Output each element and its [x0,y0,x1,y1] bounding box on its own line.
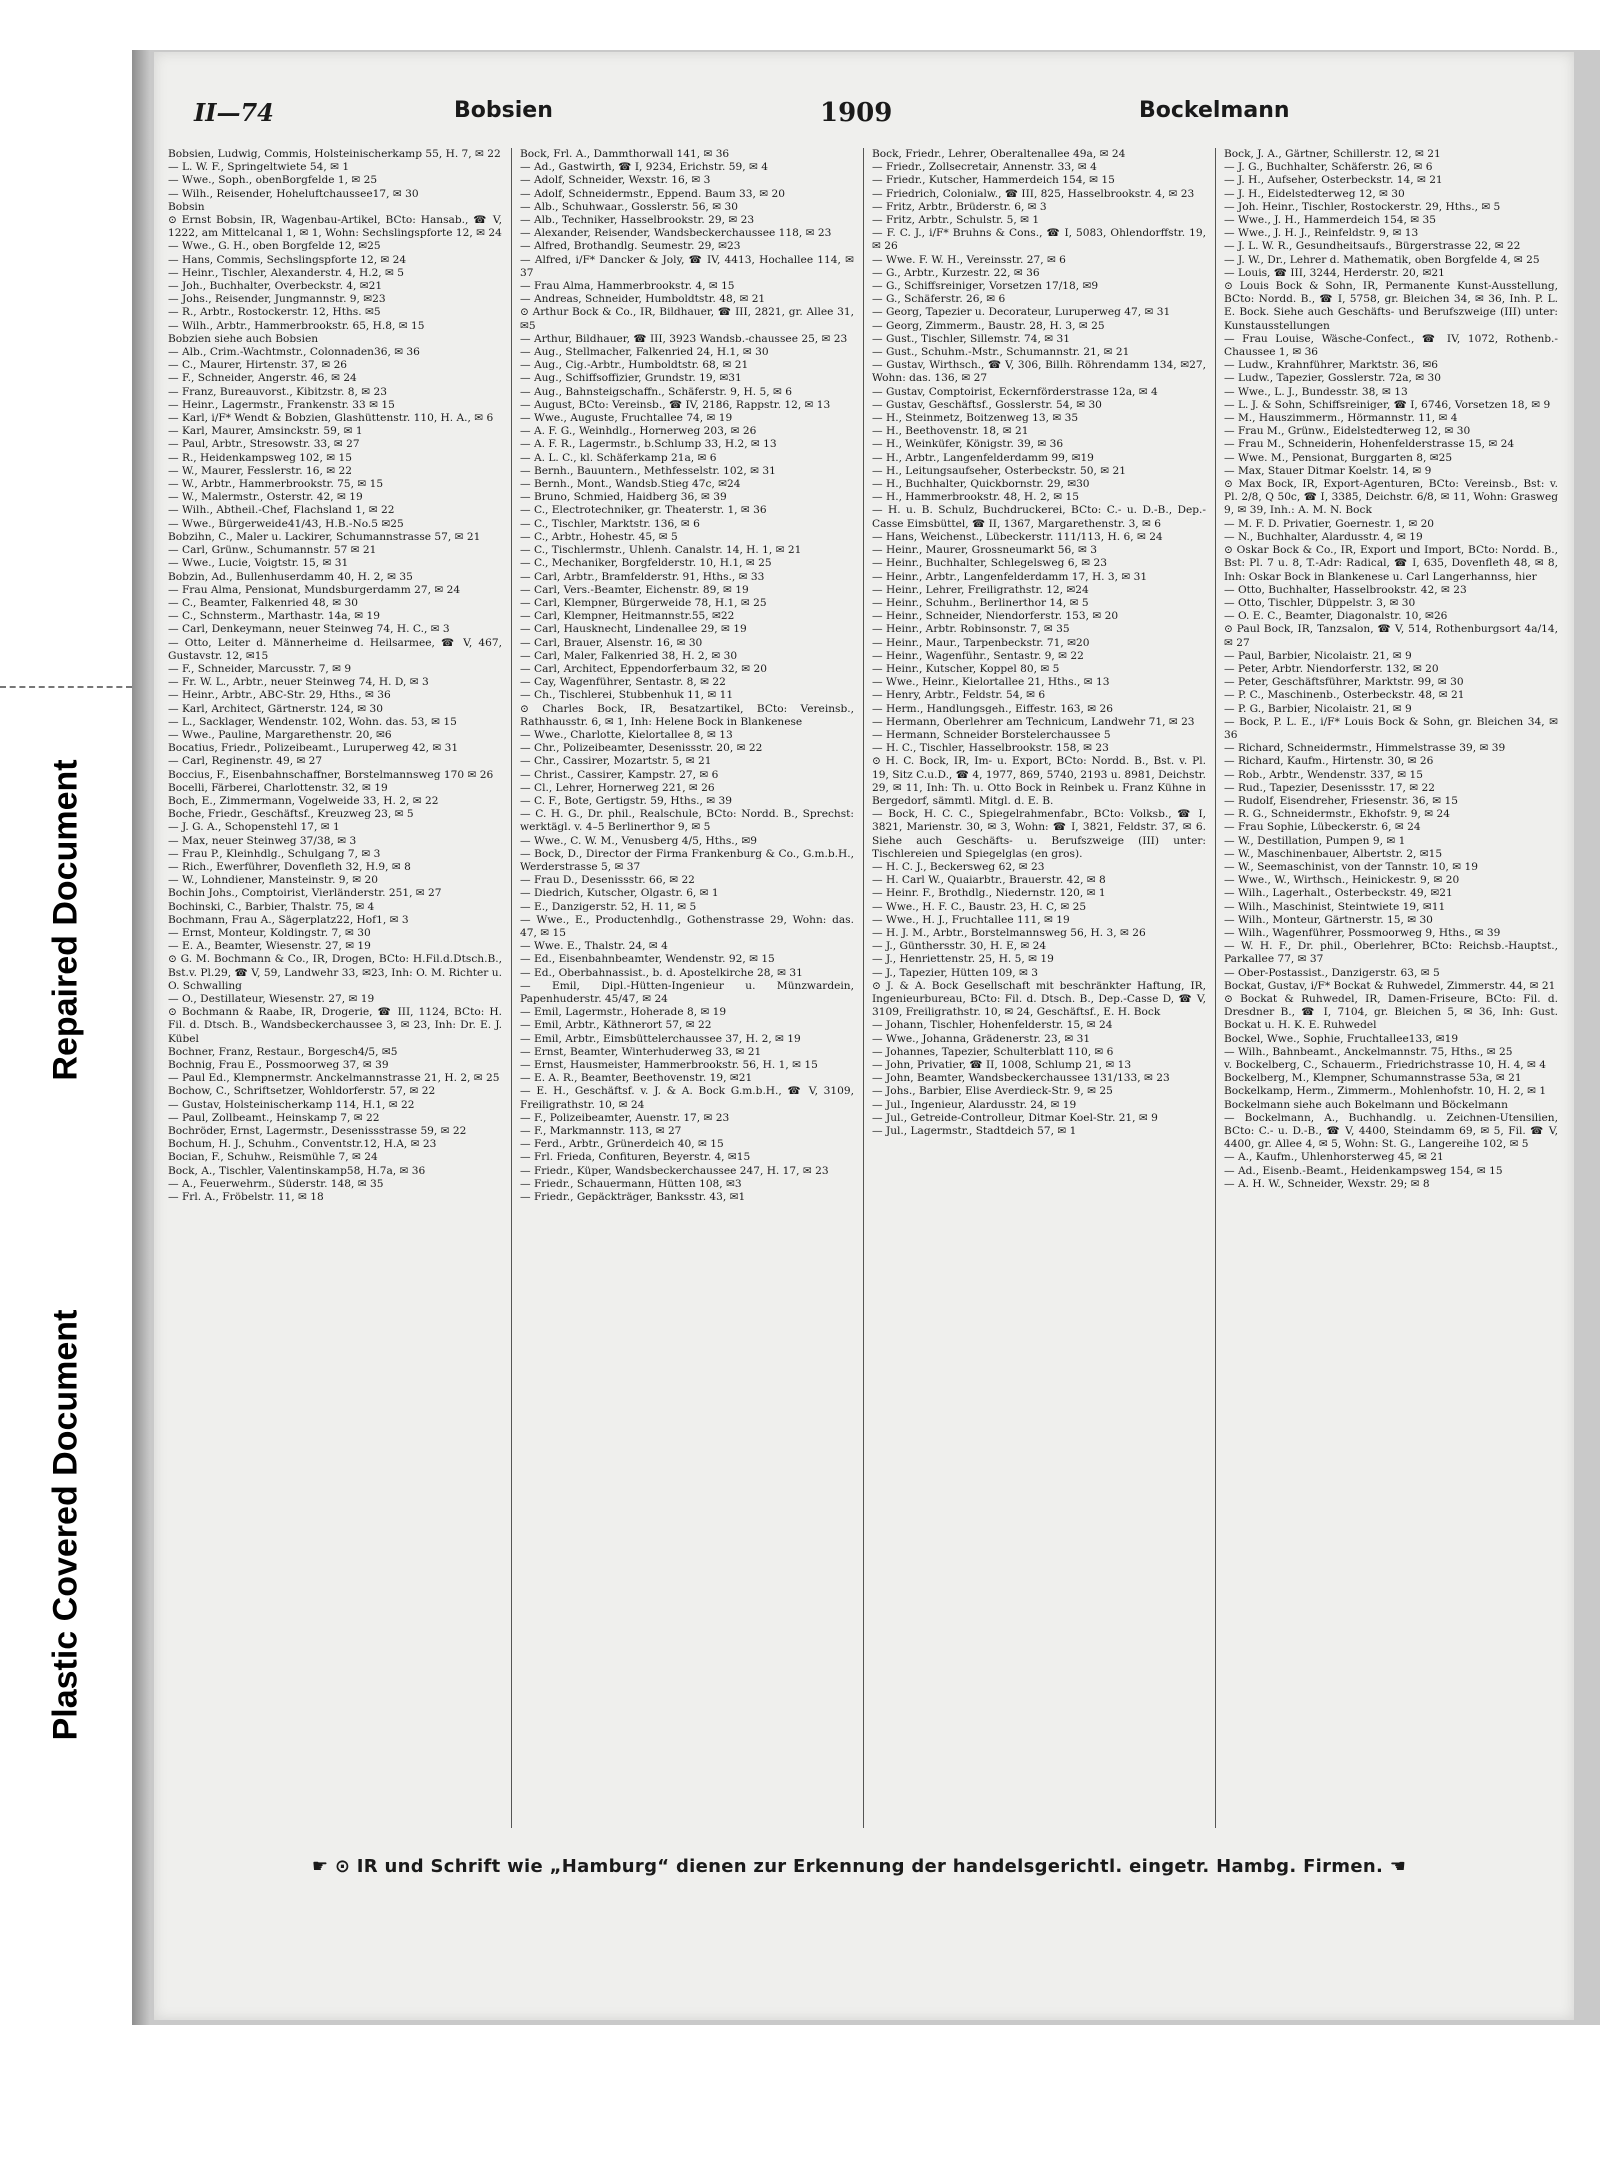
directory-entry: Boche, Friedr., Geschäftsf., Kreuzweg 23, ✉ 5 [168,808,414,821]
directory-entry: — W., Lohndiener, Mansteinstr. 9, ✉ 20 [168,874,379,887]
directory-entry: — Johs., Reisender, Jungmannstr. 9, ✉23 [168,293,386,306]
directory-entry: ⊙ Charles Bock, IR, Besatzartikel, BCto: Vereinsb., Rathhausstr. 6, ✉ 1, Inh: Helene Bock in Blankenese [520,702,854,728]
directory-entry: — Ad., Gastwirth, ☎ I, 9234, Erichstr. 59, ✉ 4 [520,161,768,174]
directory-entry: — C., Mechaniker, Borgfelderstr. 10, H.1, ✉ 25 [520,557,772,570]
directory-entry: — Frl. Frieda, Confituren, Beyerstr. 4, ✉15 [520,1151,751,1164]
directory-entry: — Heinr., Lagermstr., Frankenstr. 33 ✉ 15 [168,398,395,411]
repaired-document-label: Repaired Document [46,759,85,1081]
directory-entry: Bochow, C., Schriftsetzer, Wohldorferstr. 57, ✉ 22 [168,1085,436,1098]
directory-entry: — Alfred, i/F* Dancker & Joly, ☎ IV, 4413, Hochallee 114, ✉ 37 [520,253,854,279]
directory-entry: — C., Tischlermstr., Uhlenh. Canalstr. 14, H. 1, ✉ 21 [520,544,802,557]
directory-entry: Bochröder, Ernst, Lagermstr., Desenissstrasse 59, ✉ 22 [168,1125,467,1138]
directory-entry: — Wwe., Auguste, Fruchtallee 74, ✉ 19 [520,412,733,425]
directory-entry: — W., Arbtr., Hammerbrookstr. 75, ✉ 15 [168,478,384,491]
directory-entry: ⊙ Oskar Bock & Co., IR, Export und Import, BCto: Nordd. B., Bst: Pl. 7 u. 8, T.-Adr: Radical, ☎ I, 635, Dovenfleth 48, ✉ 8, Inh: Oskar Bock in Blankenese u. Carl Langerhannss, hier [1224,544,1558,583]
directory-entry: — Carl, Hausknecht, Lindenallee 29, ✉ 19 [520,623,747,636]
directory-entry: — C., Tischler, Marktstr. 136, ✉ 6 [520,517,700,530]
directory-entry: — Franz, Bureauvorst., Kibitzstr. 8, ✉ 23 [168,385,387,398]
directory-entry: — Aug., Cig.-Arbtr., Humboldtstr. 68, ✉ 21 [520,359,749,372]
directory-entry: — Jul., Ingenieur, Alardusstr. 24, ✉ 19 [872,1098,1077,1111]
directory-entry: — J., Henriettenstr. 25, H. 5, ✉ 19 [872,953,1054,966]
directory-entry: — Friedrich, Colonialw., ☎ III, 825, Hasselbrookstr. 4, ✉ 23 [872,187,1195,200]
directory-entry: — Frau M., Grünw., Eidelstedterweg 12, ✉ 30 [1224,425,1471,438]
directory-entry: — H., Weinküfer, Königstr. 39, ✉ 36 [872,438,1064,451]
directory-entry: — P. C., Maschinenb., Osterbeckstr. 48, ✉ 21 [1224,689,1465,702]
directory-entry: — N., Buchhalter, Alardusstr. 4, ✉ 19 [1224,530,1423,543]
directory-entry: ⊙ Bockat & Ruhwedel, IR, Damen-Friseure, BCto: Fil. d. Dresdner B., ☎ I, 7104, gr. Bleichen 5, ✉ 36, Inh: Gust. Bockat u. H. K. E. Ruhwedel [1224,993,1558,1032]
directory-entry: — Ernst, Hausmeister, Hammerbrookstr. 56, H. 1, ✉ 15 [520,1059,818,1072]
directory-entry: — Wwe. M., Pensionat, Burggarten 8, ✉25 [1224,451,1453,464]
directory-entry: — Wilh., Maschinist, Steintwiete 19, ✉11 [1224,900,1446,913]
directory-entry: — Ludw., Krahnführer, Marktstr. 36, ✉6 [1224,359,1439,372]
directory-entry: — Richard, Schneidermstr., Himmelstrasse 39, ✉ 39 [1224,742,1506,755]
directory-entry: ⊙ J. & A. Bock Gesellschaft mit beschränkter Haftung, IR, Ingenieurbureau, BCto: Fil. d. Dtsch. B., Dep.-Casse D, ☎ V, 3109, Freiligrathstr. 10, ✉ 24, Geschäftsf., E. H. Bock [872,979,1206,1019]
directory-entry: — W., Destillation, Pumpen 9, ✉ 1 [1224,834,1406,847]
directory-entry: — Hans, Commis, Sechslingspforte 12, ✉ 24 [168,253,407,266]
directory-entry: — H., Beethovenstr. 18, ✉ 21 [872,425,1029,438]
directory-entry: Bock, J. A., Gärtner, Schillerstr. 12, ✉ 21 [1224,148,1441,160]
directory-entry: — Emil, Arbtr., Käthnerort 57, ✉ 22 [520,1019,712,1032]
directory-entry: Bobsin [168,200,205,213]
directory-entry: — M. F. D. Privatier, Goernestr. 1, ✉ 20 [1224,517,1435,530]
directory-entry: — Alexander, Reisender, Wandsbeckerchaussee 118, ✉ 23 [520,227,832,240]
directory-entry: — Wwe. E., Thalstr. 24, ✉ 4 [520,940,668,953]
directory-entry: — Paul Ed., Klempnermstr. Anckelmannstrasse 21, H. 2, ✉ 25 [168,1072,500,1085]
directory-entry: Bocelli, Färberei, Charlottenstr. 32, ✉ 19 [168,781,388,794]
directory-entry: — Frau Alma, Hammerbrookstr. 4, ✉ 15 [520,280,735,293]
directory-entry: — Frau P., Kleinhdlg., Schulgang 7, ✉ 3 [168,847,381,860]
directory-entry: ⊙ G. M. Bochmann & Co., IR, Drogen, BCto: H.Fil.d.Dtsch.B., Bst.v. Pl.29, ☎ V, 59, Landwehr 33, ✉23, Inh: O. M. Richter u. O. Schwalling [168,953,502,992]
directory-entry: — Wwe., Johanna, Grädenerstr. 23, ✉ 31 [872,1032,1091,1045]
directory-entry: — Emil, Lagermstr., Hoherade 8, ✉ 19 [520,1006,727,1019]
directory-entry: ⊙ Arthur Bock & Co., IR, Bildhauer, ☎ III, 2821, gr. Allee 31, ✉5 [520,306,854,332]
directory-entry: — W., Malermstr., Osterstr. 42, ✉ 19 [168,491,363,504]
directory-entry: Bock, A., Tischler, Valentinskamp58, H.7a, ✉ 36 [168,1164,426,1177]
directory-entry: — H., Buchhalter, Quickbornstr. 29, ✉30 [872,478,1090,491]
directory-entry: ⊙ H. C. Bock, IR, Im- u. Export, BCto: Nordd. B., Bst. v. Pl. 19, Sitz C.u.D., ☎ 4, 1977, 869, 5740, 2193 u. 8981, Deichstr. 29, ✉ 11, Inh: Th. u. Otto Bock in Reinbek u. Franz Kühne in Bergedorf, sämmtl. Mitgl. d. E. B. [872,755,1206,807]
directory-entry: — L., Sacklager, Wendenstr. 102, Wohn. das. 53, ✉ 15 [168,715,457,728]
binding-shadow [132,50,150,2025]
directory-entry: — L. W. F., Springeltwiete 54, ✉ 1 [168,161,350,174]
directory-entry: — Carl, Klempner, Heitmannstr.55, ✉22 [520,610,735,623]
directory-entry: — Wwe., Charlotte, Kielortallee 8, ✉ 13 [520,728,733,741]
directory-entry: — Carl, Grünw., Schumannstr. 57 ✉ 21 [168,544,377,557]
directory-entry: — F., Schneider, Angerstr. 46, ✉ 24 [168,372,357,385]
directory-entry: — Alb., Schuhwaar., Gosslerstr. 56, ✉ 30 [520,200,738,213]
directory-entry: — Fritz, Arbtr., Brüderstr. 6, ✉ 3 [872,200,1047,213]
directory-entry: Bobsien, Ludwig, Commis, Holsteinischerkamp 55, H. 7, ✉ 22 [168,148,501,160]
directory-entry: — H. J. M., Arbtr., Borstelmannsweg 56, H. 3, ✉ 26 [872,926,1146,939]
directory-entry: — Emil, Arbtr., Eimsbüttelerchaussee 37, H. 2, ✉ 19 [520,1032,801,1045]
directory-entry: — Wilh., Bahnbeamt., Anckelmannstr. 75, Hths., ✉ 25 [1224,1045,1513,1058]
directory-entry: Bock, Friedr., Lehrer, Oberaltenallee 49a, ✉ 24 [872,148,1126,160]
directory-entry: — Heinr., Arbtr. Robinsonstr. 7, ✉ 35 [872,623,1070,636]
directory-entry: — Joh. Heinr., Tischler, Rostockerstr. 29, Hths., ✉ 5 [1224,200,1501,213]
directory-entry: — Karl, Maurer, Amsinckstr. 59, ✉ 1 [168,425,363,438]
directory-entry: — G., Arbtr., Kurzestr. 22, ✉ 36 [872,266,1040,279]
directory-entry: — H. C., Tischler, Hasselbrookstr. 158, ✉ 23 [872,742,1109,755]
directory-entry: — C., Beamter, Falkenried 48, ✉ 30 [168,596,359,609]
directory-entry: — Alfred, Brothandlg. Seumestr. 29, ✉23 [520,240,741,253]
directory-entry: Bocian, F., Schuhw., Reismühle 7, ✉ 24 [168,1151,378,1164]
directory-entry: — Heinr., Lehrer, Freiligrathstr. 12, ✉24 [872,583,1089,596]
directory-entry: — Alb., Crim.-Wachtmstr., Colonnaden36, ✉ 36 [168,346,420,359]
directory-entry: — Adolf, Schneider, Wexstr. 16, ✉ 3 [520,174,711,187]
directory-entry: ⊙ Ernst Bobsin, IR, Wagenbau-Artikel, BCto: Hansab., ☎ V, 1222, am Mittelcanal 1, ✉ 1, Wohn: Sechslingspforte 12, ✉ 24 [168,214,502,240]
directory-entry: — Wwe., Pauline, Margarethenstr. 20, ✉6 [168,728,392,741]
directory-entry: Bockelberg, M., Klempner, Schumannstrasse 53a, ✉ 21 [1224,1072,1522,1085]
directory-entry: — Wwe., G. H., oben Borgfelde 12, ✉25 [168,240,381,253]
directory-entry: — Aug., Schiffsoffizier, Grundstr. 19, ✉31 [520,372,742,385]
directory-entry: — Carl, Architect, Eppendorferbaum 32, ✉ 20 [520,662,768,675]
directory-entry: Bockat, Gustav, i/F* Bockat & Ruhwedel, Zimmerstr. 44, ✉ 21 [1224,979,1556,992]
directory-entry: — C., Maurer, Hirtenstr. 37, ✉ 26 [168,359,348,372]
directory-entry: Bockelkamp, Herm., Zimmerm., Mohlenhofstr. 10, H. 2, ✉ 1 [1224,1085,1547,1098]
directory-entry: — Hermann, Oberlehrer am Technicum, Landwehr 71, ✉ 23 [872,715,1195,728]
directory-entry: — Friedr., Schauermann, Hütten 108, ✉3 [520,1177,742,1190]
directory-entry: — O. E. C., Beamter, Diagonalstr. 10, ✉26 [1224,610,1448,623]
directory-entry: — E. A. R., Beamter, Beethovenstr. 19, ✉21 [520,1072,753,1085]
scanned-page [132,50,1600,2025]
header-year: 1909 [820,98,893,128]
directory-entry: ⊙ Max Bock, IR, Export-Agenturen, BCto: Vereinsb., Bst: v. Pl. 2/8, Q 50c, ☎ I, 3385, Deichstr. 6/8, ✉ 11, Wohn: Grasweg 9, ✉ 39, Inh.: A. M. N. Bock [1224,478,1558,517]
directory-entry: — G., Schiffsreiniger, Vorsetzen 17/18, ✉9 [872,280,1099,293]
directory-entry: — Karl, Architect, Gärtnerstr. 124, ✉ 30 [168,702,383,715]
directory-entry: — J., Günthersstr. 30, H. E, ✉ 24 [872,940,1047,953]
directory-entry: — Alb., Techniker, Hasselbrookstr. 29, ✉ 23 [520,214,755,227]
directory-entry: — Ernst, Beamter, Winterhuderweg 33, ✉ 21 [520,1045,762,1058]
directory-entry: Bobzin, Ad., Bullenhuserdamm 40, H. 2, ✉ 35 [168,570,413,583]
directory-entry: Bocatius, Friedr., Polizeibeamt., Luruperweg 42, ✉ 31 [168,742,459,755]
directory-entry: — E. H., Geschäftsf. v. J. & A. Bock G.m.b.H., ☎ V, 3109, Freiligrathstr. 10, ✉ 24 [520,1085,854,1111]
directory-entry: — H., Arbtr., Langenfelderdamm 99, ✉19 [872,451,1094,464]
directory-entry: — Bock, D., Director der Firma Frankenburg & Co., G.m.b.H., Werderstrasse 5, ✉ 37 [520,847,854,873]
footer-note: und Schrift wie „Hamburg“ dienen zur Erkennung der handelsgerichtl. eingetr. Hambg. Firmen. [384,1856,1384,1877]
directory-entry: — Jul., Lagermstr., Stadtdeich 57, ✉ 1 [872,1125,1077,1138]
directory-entry: — F. C. J., i/F* Bruhns & Cons., ☎ I, 5083, Ohlendorffstr. 19, ✉ 26 [872,227,1206,253]
directory-entry: — Friedr., Kutscher, Hammerdeich 154, ✉ 15 [872,174,1115,187]
directory-entry: — O., Destillateur, Wiesenstr. 27, ✉ 19 [168,993,375,1005]
directory-entry: — Gustav, Comptoirist, Eckernförderstrasse 12a, ✉ 4 [872,385,1158,398]
directory-entry: — Chr., Polizeibeamter, Desenissstr. 20, ✉ 22 [520,742,763,755]
directory-entry: — Wilh., Arbtr., Hammerbrookstr. 65, H.8, ✉ 15 [168,319,425,332]
directory-entry: — J. G., Buchhalter, Schäferstr. 26, ✉ 6 [1224,161,1433,174]
page-number: II—74 [194,98,274,127]
directory-entry: — Frau M., Schneiderin, Hohenfelderstrasse 15, ✉ 24 [1224,438,1515,451]
directory-entry: — Heinr., Schneider, Niendorferstr. 153, ✉ 20 [872,610,1119,623]
directory-entry: — Frau D., Desenissstr. 66, ✉ 22 [520,874,695,887]
directory-entry: — Joh., Buchhalter, Overbeckstr. 4, ✉21 [168,280,383,293]
directory-entry: — Georg, Tapezier u. Decorateur, Luruperweg 47, ✉ 31 [872,306,1171,319]
directory-entry: — H., Steinmetz, Boitzenweg 13, ✉ 35 [872,412,1079,425]
directory-entry: — Carl, Reginenstr. 49, ✉ 27 [168,755,323,768]
directory-entry: — C., Arbtr., Hohestr. 45, ✉ 5 [520,530,678,543]
directory-entry: — Peter, Arbtr. Niendorferstr. 132, ✉ 20 [1224,662,1439,675]
directory-entry: — L. J. & Sohn, Schiffsreiniger, ☎ I, 6746, Vorsetzen 18, ✉ 9 [1224,398,1551,411]
directory-entry: — Heinr. F., Brothdlg., Niedernstr. 120, ✉ 1 [872,887,1106,900]
directory-entry: — Richard, Kaufm., Hirtenstr. 30, ✉ 26 [1224,755,1434,768]
directory-entry: — J., Tapezier, Hütten 109, ✉ 3 [872,966,1038,979]
directory-entry: — Bock, P. L. E., i/F* Louis Bock & Sohn, gr. Bleichen 34, ✉ 36 [1224,715,1558,741]
directory-entry: — Bernh., Bauuntern., Methfesselstr. 102, ✉ 31 [520,464,776,477]
directory-entry: Boch, E., Zimmermann, Vogelweide 33, H. 2, ✉ 22 [168,794,439,807]
directory-entry: — Heinr., Buchhalter, Schlegelsweg 6, ✉ 23 [872,557,1107,570]
directory-entry: — Frau Alma, Pensionat, Mundsburgerdamm 27, ✉ 24 [168,583,461,596]
directory-entry: — John, Privatier, ☎ II, 1008, Schlump 21, ✉ 13 [872,1059,1132,1072]
directory-entry: — C., Electrotechniker, gr. Theaterstr. 1, ✉ 36 [520,504,767,517]
directory-entry: — Paul, Zollbeamt., Heinskamp 7, ✉ 22 [168,1111,380,1124]
directory-entry: — W. H. F., Dr. phil., Oberlehrer, BCto: Reichsb.-Hauptst., Parkallee 77, ✉ 37 [1224,940,1558,966]
directory-entry: Bochin Johs., Comptoirist, Vierländerstr. 251, ✉ 27 [168,887,442,900]
directory-entry: — Gust., Tischler, Sillemstr. 74, ✉ 31 [872,332,1070,345]
directory-entry: — Wwe., L. J., Bundesstr. 38, ✉ 13 [1224,385,1408,398]
directory-entry: — W., Seemaschinist, von der Tannstr. 10, ✉ 19 [1224,860,1478,873]
side-strip [0,0,132,2177]
directory-entry: — Heinr., Wagenführ., Sentastr. 9, ✉ 22 [872,649,1084,662]
directory-entry: — J. H., Aufseher, Osterbeckstr. 14, ✉ 21 [1224,174,1443,187]
directory-entry: — J. H., Eidelstedterweg 12, ✉ 30 [1224,187,1405,200]
directory-entry: — C. F., Bote, Gertigstr. 59, Hths., ✉ 39 [520,794,732,807]
directory-entry: — R., Heidenkampsweg 102, ✉ 15 [168,451,352,464]
directory-entry: — Gustav, Geschäftsf., Gosslerstr. 54, ✉ 30 [872,398,1102,411]
directory-entry: — Wwe., H. F. C., Baustr. 23, H. C, ✉ 25 [872,900,1087,913]
directory-entry: — Ferd., Arbtr., Grünerdeich 40, ✉ 15 [520,1138,724,1151]
directory-entry: — Wwe. F. W. H., Vereinsstr. 27, ✉ 6 [872,253,1066,266]
directory-entry: — Hans, Weichenst., Lübeckerstr. 111/113, H. 6, ✉ 24 [872,530,1163,543]
directory-entry: — P. G., Barbier, Nicolaistr. 21, ✉ 9 [1224,702,1412,715]
directory-entry: — Wwe., Lucie, Voigtstr. 15, ✉ 31 [168,557,349,570]
directory-entry: — J. W., Dr., Lehrer d. Mathematik, oben Borgfelde 4, ✉ 25 [1224,253,1540,266]
directory-entry: Bochum, H. J., Schuhm., Conventstr.12, H.A, ✉ 23 [168,1138,437,1151]
directory-entry: — Carl, Vers.-Beamter, Eichenstr. 89, ✉ 19 [520,583,749,596]
directory-entry: — Hermann, Schneider Borstelerchaussee 5 [872,728,1111,741]
directory-entry: — W., Maschinenbauer, Albertstr. 2, ✉15 [1224,847,1443,860]
directory-entry: — Aug., Bahnsteigschaffn., Schäferstr. 9, H. 5, ✉ 6 [520,385,792,398]
header-first-name: Bobsien [454,98,553,123]
column-4 [1224,148,1558,1828]
directory-entry: — Max, neuer Steinweg 37/38, ✉ 3 [168,834,357,847]
directory-entry: — Ober-Postassist., Danzigerstr. 63, ✉ 5 [1224,966,1440,979]
footer-mark-right: ☚ [1389,1856,1407,1877]
directory-entry: — Frau Louise, Wäsche-Confect., ☎ IV, 1072, Rothenb.-Chaussee 1, ✉ 36 [1224,332,1558,359]
directory-entry: — Bernh., Mont., Wandsb.Stieg 47c, ✉24 [520,478,741,491]
directory-entry: Bobzihn, C., Maler u. Lackirer, Schumannstrasse 57, ✉ 21 [168,530,481,543]
directory-entry: — A. H. W., Schneider, Wexstr. 29; ✉ 8 [1224,1177,1430,1190]
directory-entry: Bochner, Franz, Restaur., Borgesch4/5, ✉5 [168,1045,398,1058]
column-2 [520,148,854,1828]
directory-entry: — Arthur, Bildhauer, ☎ III, 3923 Wandsb.-chaussee 25, ✉ 23 [520,332,848,345]
directory-entry: — Ernst, Monteur, Koldingstr. 7, ✉ 30 [168,926,371,939]
directory-entry: — Henry, Arbtr., Feldstr. 54, ✉ 6 [872,689,1046,702]
directory-entry: — F., Schneider, Marcusstr. 7, ✉ 9 [168,662,352,675]
directory-entry: — J. L. W. R., Gesundheitsaufs., Bürgerstrasse 22, ✉ 22 [1224,240,1521,253]
footer-mark-left: ☛ ⊙ IR [311,1856,378,1877]
directory-entry: — Cl., Lehrer, Hornerweg 221, ✉ 26 [520,781,715,794]
directory-entry: — Ed., Oberbahnassist., b. d. Apostelkirche 28, ✉ 31 [520,966,803,979]
directory-entry: — F., Markmannstr. 113, ✉ 27 [520,1125,682,1138]
directory-entry: ⊙ Louis Bock & Sohn, IR, Permanente Kunst-Ausstellung, BCto: Nordd. B., ☎ I, 5758, gr. Bleichen 34, ✉ 36, Inh. P. L. E. Bock. Siehe auch Geschäfts- und Berufszweige (III) unter: Kunstausstellungen [1224,280,1558,332]
directory-entry: — Andreas, Schneider, Humboldtstr. 48, ✉ 21 [520,293,766,306]
directory-entry: — Otto, Leiter d. Männerheime d. Heilsarmee, ☎ V, 467, Gustavstr. 12, ✉15 [168,636,502,662]
directory-entry: — Christ., Cassirer, Kampstr. 27, ✉ 6 [520,768,719,781]
directory-entry: — Paul, Barbier, Nicolaistr. 21, ✉ 9 [1224,649,1412,662]
directory-entry: — Otto, Buchhalter, Hasselbrookstr. 42, ✉ 23 [1224,583,1467,596]
directory-entry: — Diedrich, Kutscher, Olgastr. 6, ✉ 1 [520,887,719,900]
directory-entry: — Carl, Denkeymann, neuer Steinweg 74, H. C., ✉ 3 [168,623,450,636]
directory-entry: — Herm., Handlungsgeh., Eiffestr. 163, ✉ 26 [872,702,1113,715]
directory-entry: — Karl, i/F* Wendt & Bobzien, Glashüttenstr. 110, H. A., ✉ 6 [168,412,494,425]
directory-entry: — Wilh., Abtheil.-Chef, Flachsland 1, ✉ 22 [168,504,395,517]
directory-entry: — Rud., Tapezier, Desenissstr. 17, ✉ 22 [1224,781,1435,794]
dashed-cut-line [0,686,132,688]
directory-entry: — Carl, Arbtr., Bramfelderstr. 91, Hths., ✉ 33 [520,570,765,583]
directory-entry: — Wwe., H. J., Fruchtallee 111, ✉ 19 [872,913,1070,926]
directory-entry: — Wilh., Reisender, Hoheluftchaussee17, ✉ 30 [168,187,419,200]
directory-entry: — Ed., Eisenbahnbeamter, Wendenstr. 92, ✉ 15 [520,953,775,966]
directory-entry: — A. F. G., Weinhdlg., Hornerweg 203, ✉ 26 [520,425,757,438]
directory-entry: — Wwe., Soph., obenBorgfelde 1, ✉ 25 [168,174,378,187]
directory-entry: — F., Polizeibeamter, Auenstr. 17, ✉ 23 [520,1111,730,1124]
header-last-name: Bockelmann [1139,98,1290,123]
directory-entry: — Jul., Getreide-Controlleur, Ditmar Koel-Str. 21, ✉ 9 [872,1111,1158,1124]
directory-entry: Bock, Frl. A., Dammthorwall 141, ✉ 36 [520,148,730,160]
directory-entry: — Ad., Eisenb.-Beamt., Heidenkampsweg 154, ✉ 15 [1224,1164,1503,1177]
directory-entry: — Carl, Maler, Falkenried 38, H. 2, ✉ 30 [520,649,738,662]
directory-entry: — Ch., Tischlerei, Stubbenhuk 11, ✉ 11 [520,689,734,702]
directory-entry: Bobzien siehe auch Bobsien [168,332,319,345]
directory-entry: — Gustav, Wirthsch., ☎ V, 306, Billh. Röhrendamm 134, ✉27, Wohn: das. 136, ✉ 27 [872,359,1206,385]
directory-entry: — Chr., Cassirer, Mozartstr. 5, ✉ 21 [520,755,712,768]
directory-entry: — Frl. A., Fröbelstr. 11, ✉ 18 [168,1191,324,1204]
directory-entry: — Wwe., C. W. M., Venusberg 4/5, Hths., ✉9 [520,834,758,847]
directory-entry: — Friedr., Küper, Wandsbeckerchaussee 247, H. 17, ✉ 23 [520,1164,829,1177]
directory-entry: — Otto, Tischler, Düppelstr. 3, ✉ 30 [1224,596,1416,609]
directory-entry: — E., Danzigerstr. 52, H. 11, ✉ 5 [520,900,697,913]
directory-entry: — John, Beamter, Wandsbeckerchaussee 131/133, ✉ 23 [872,1072,1170,1085]
column-divider [863,148,864,1828]
directory-entry: — A., Kaufm., Uhlenhorsterweg 45, ✉ 21 [1224,1151,1444,1164]
directory-entry: — Wilh., Lagerhalt., Osterbeckstr. 49, ✉21 [1224,887,1453,900]
column-divider [511,148,512,1828]
directory-entry: — Wilh., Wagenführer, Possmoorweg 9, Hths., ✉ 39 [1224,926,1501,939]
directory-entry: — A., Feuerwehrm., Süderstr. 148, ✉ 35 [168,1177,384,1190]
directory-entry: — Wwe., Heinr., Kielortallee 21, Hths., ✉ 13 [872,676,1110,689]
directory-entry: — Aug., Stellmacher, Falkenried 24, H.1, ✉ 30 [520,346,769,359]
directory-entry: — Rudolf, Eisendreher, Friesenstr. 36, ✉ 15 [1224,794,1458,807]
directory-entry: — Heinr., Arbtr., Langenfelderdamm 17, H. 3, ✉ 31 [872,570,1148,583]
directory-entry: — H. C. J., Beckersweg 62, ✉ 23 [872,860,1045,873]
directory-entry: — Heinr., Maur., Tarpenbeckstr. 71, ✉20 [872,636,1090,649]
directory-entry: — Wwe., Bürgerweide41/43, H.B.-No.5 ✉25 [168,517,404,530]
directory-entry: — C. H. G., Dr. phil., Realschule, BCto: Nordd. B., Sprechst: werktägl. v. 4–5 Berlinerthor 9, ✉ 5 [520,808,854,834]
directory-entry: — Emil, Dipl.-Hütten-Ingenieur u. Münzwardein, Papenhuderstr. 45/47, ✉ 24 [520,979,854,1005]
page-header [194,98,1524,138]
directory-entry: — Heinr., Arbtr., ABC-Str. 29, Hths., ✉ 36 [168,689,391,702]
directory-entry: — Bock, H. C. C., Spiegelrahmenfabr., BCto: Volksb., ☎ I, 3821, Marienstr. 30, ✉ 3, Wohn: ☎ I, 3821, Feldstr. 37, ✉ 6. Siehe auch Geschäfts- u. Berufszweige (III) unter: Tischlereien und Spiegelglas (en gros). [872,808,1206,860]
directory-entry: Boccius, F., Eisenbahnschaffner, Borstelmannsweg 170 ✉ 26 [168,768,494,781]
directory-entry: — Heinr., Kutscher, Koppel 80, ✉ 5 [872,662,1060,675]
directory-entry: — Max, Stauer Ditmar Koelstr. 14, ✉ 9 [1224,464,1432,477]
directory-entry: — Bockelmann, A., Buchhandlg. u. Zeichnen-Utensilien, BCto: C.- u. D.-B., ☎ V, 4400, Steindamm 69, ✉ 5, Fil. ☎ V, 4400, gr. Allee 4, ✉ 5, Wohn: St. G., Langereihe 102, ✉ 5 [1224,1111,1558,1151]
directory-columns [168,148,1560,1828]
directory-entry: — Wwe., J. H. J., Reinfeldstr. 9, ✉ 13 [1224,227,1419,240]
directory-entry: — August, BCto: Vereinsb., ☎ IV, 2186, Rappstr. 12, ✉ 13 [520,398,831,411]
directory-entry: — J. G. A., Schopenstehl 17, ✉ 1 [168,821,340,834]
directory-entry: — R., Arbtr., Rostockerstr. 12, Hths. ✉5 [168,306,381,319]
directory-entry: — Johann, Tischler, Hohenfelderstr. 15, ✉ 24 [872,1019,1113,1032]
directory-entry: — Gustav, Holsteinischerkamp 114, H.1, ✉ 22 [168,1098,415,1111]
directory-entry: — Wwe., J. H., Hammerdeich 154, ✉ 35 [1224,214,1437,227]
directory-entry: — Paul, Arbtr., Stresowstr. 33, ✉ 27 [168,438,360,451]
directory-entry: ⊙ Paul Bock, IR, Tanzsalon, ☎ V, 514, Rothenburgsort 4a/14, ✉ 27 [1224,623,1558,649]
directory-entry: ⊙ Bochmann & Raabe, IR, Drogerie, ☎ III, 1124, BCto: H. Fil. d. Dtsch. B., Wandsbeckerchaussee 3, ✉ 23, Inh: Dr. E. J. Kübel [168,1006,502,1045]
directory-entry: — Friedr., Gepäckträger, Banksstr. 43, ✉1 [520,1191,746,1204]
directory-entry: — M., Hauszimmerm., Hörmannstr. 11, ✉ 4 [1224,412,1458,425]
directory-entry: v. Bockelberg, C., Schauerm., Friedrichstrasse 10, H. 4, ✉ 4 [1224,1059,1547,1072]
directory-entry: — Wilh., Monteur, Gärtnerstr. 15, ✉ 30 [1224,913,1433,926]
page-footer [194,1856,1524,1877]
directory-entry: Bochnig, Frau E., Possmoorweg 37, ✉ 39 [168,1059,389,1072]
directory-entry: — Fritz, Arbtr., Schulstr. 5, ✉ 1 [872,214,1040,227]
directory-entry: — H. u. B. Schulz, Buchdruckerei, BCto: C.- u. D.-B., Dep.-Casse Eimsbüttel, ☎ II, 1367, Margarethenstr. 3, ✉ 6 [872,504,1206,530]
directory-entry: — E. A., Beamter, Wiesenstr. 27, ✉ 19 [168,940,371,953]
directory-entry: — A. F. R., Lagermstr., b.Schlump 33, H.2, ✉ 13 [520,438,777,451]
directory-entry: — G., Schäferstr. 26, ✉ 6 [872,293,1006,306]
column-1 [168,148,502,1828]
directory-entry: — Carl, Brauer, Alsenstr. 16, ✉ 30 [520,636,703,649]
directory-entry: — Cay, Wagenführer, Sentastr. 8, ✉ 22 [520,676,726,689]
directory-entry: — R. G., Schneidermstr., Ekhofstr. 9, ✉ 24 [1224,808,1451,821]
directory-entry: — Adolf, Schneidermstr., Eppend. Baum 33, ✉ 20 [520,187,785,200]
directory-entry: — H. Carl W., Quaiarbtr., Brauerstr. 42, ✉ 8 [872,874,1106,887]
directory-entry: — Peter, Geschäftsführer, Marktstr. 99, ✉ 30 [1224,676,1464,689]
directory-entry: — Heinr., Maurer, Grossneumarkt 56, ✉ 3 [872,544,1097,557]
directory-entry: — Ludw., Tapezier, Gosslerstr. 72a, ✉ 30 [1224,372,1442,385]
directory-entry: — Heinr., Tischler, Alexanderstr. 4, H.2, ✉ 5 [168,266,405,279]
directory-entry: — Rob., Arbtr., Wendenstr. 337, ✉ 15 [1224,768,1423,781]
directory-entry: Bochmann, Frau A., Sägerplatz22, Hof1, ✉ 3 [168,913,409,926]
directory-entry: — H., Hammerbrookstr. 48, H. 2, ✉ 15 [872,491,1080,504]
directory-entry: — C., Schnsterm., Marthastr. 14a, ✉ 19 [168,610,381,623]
directory-entry: — Louis, ☎ III, 3244, Herderstr. 20, ✉21 [1224,266,1445,279]
directory-entry: Bockel, Wwe., Sophie, Fruchtallee133, ✉19 [1224,1032,1459,1045]
directory-entry: — Friedr., Zollsecretair, Annenstr. 33, ✉ 4 [872,161,1097,174]
directory-entry: — Georg, Zimmerm., Baustr. 28, H. 3, ✉ 25 [872,319,1105,332]
directory-entry: — Johs., Barbier, Elise Averdieck-Str. 9, ✉ 25 [872,1085,1113,1098]
directory-entry: — Wwe., E., Productenhdlg., Gothenstrasse 29, Wohn: das. 47, ✉ 15 [520,913,854,939]
directory-entry: — Frau Sophie, Lübeckerstr. 6, ✉ 24 [1224,821,1421,834]
directory-entry: — Carl, Klempner, Bürgerweide 78, H.1, ✉ 25 [520,596,767,609]
plastic-covered-label: Plastic Covered Document [46,1309,85,1741]
directory-entry: — Fr. W. L., Arbtr., neuer Steinweg 74, H. D, ✉ 3 [168,676,429,689]
directory-entry: Bochinski, C., Barbier, Thalstr. 75, ✉ 4 [168,900,375,913]
column-divider [1215,148,1216,1828]
directory-entry: — Rich., Ewerführer, Dovenfleth 32, H.9, ✉ 8 [168,860,411,873]
directory-entry: — Gust., Schuhm.-Mstr., Schumannstr. 21, ✉ 21 [872,346,1130,359]
directory-entry: — Johannes, Tapezier, Schulterblatt 110, ✉ 6 [872,1045,1114,1058]
directory-entry: — W., Maurer, Fesslerstr. 16, ✉ 22 [168,464,352,477]
directory-entry: — H., Leitungsaufseher, Osterbeckstr. 50, ✉ 21 [872,464,1126,477]
directory-entry: Bockelmann siehe auch Bokelmann und Böckelmann [1224,1098,1508,1111]
directory-entry: — Heinr., Schuhm., Berlinerthor 14, ✉ 5 [872,596,1089,609]
directory-page [154,52,1574,2020]
directory-entry: — A. L. C., kl. Schäferkamp 21a, ✉ 6 [520,451,717,464]
column-3 [872,148,1206,1828]
directory-entry: — Wwe., W., Wirthsch., Heinickestr. 9, ✉ 20 [1224,874,1460,887]
directory-entry: — Bruno, Schmied, Haidberg 36, ✉ 39 [520,491,727,504]
